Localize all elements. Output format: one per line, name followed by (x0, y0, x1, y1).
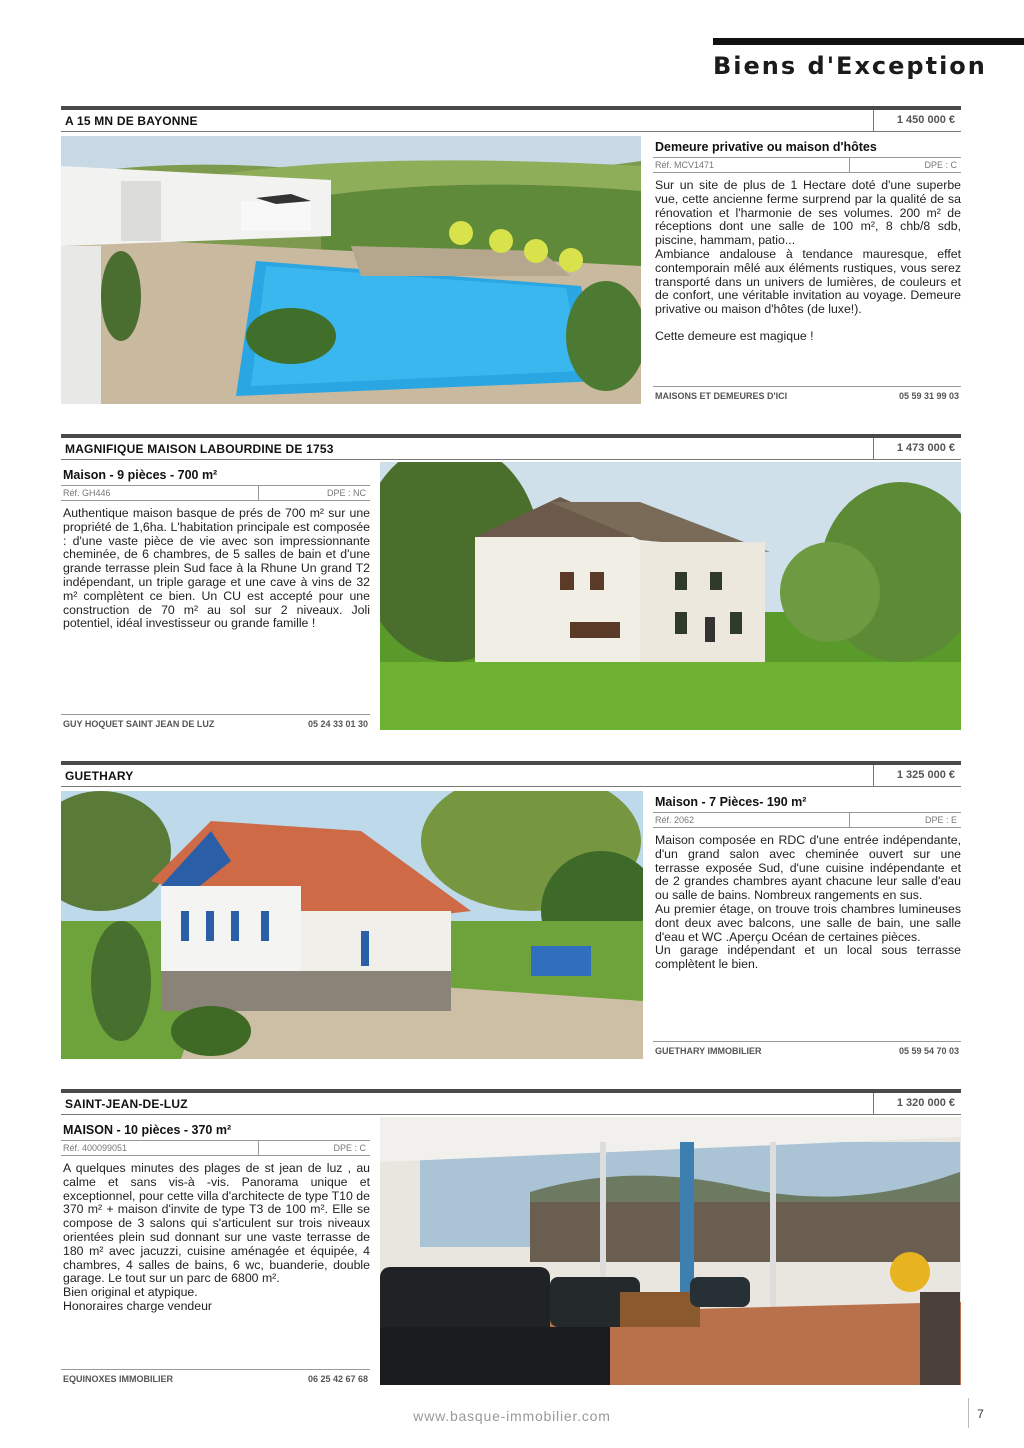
listing-dpe: DPE : NC (258, 486, 370, 501)
footer-website: www.basque-immobilier.com (413, 1408, 611, 1424)
listing-ref: Réf. 2062 (655, 815, 695, 825)
listing-header (61, 765, 961, 787)
listing-ref: Réf. GH446 (63, 488, 111, 498)
listing-price: 1 325 000 € (873, 765, 961, 786)
listing-photo-basque-house (380, 462, 961, 730)
listing-photo-living-room (380, 1117, 961, 1385)
listing-price: 1 473 000 € (873, 438, 961, 459)
listing-header (61, 110, 961, 132)
listing-location: MAGNIFIQUE MAISON LABOURDINE DE 1753 (65, 442, 334, 456)
description-paragraph: Honoraires charge vendeur (63, 1298, 213, 1313)
description-paragraph: Authentique maison basque de prés de 700 m² sur une propriété de 1,6ha. L'habitation principale est composée : d'une vaste pièce de vie avec son impressionnante cheminée, de 6 chambres, de 5 salles de bain et d'une grande terrasse plein Sud face à la Rhune Un grand T2 indépendant, un triple garage et une cave à vins de 32 m² complètent ce bien. Un CU est accepté pour une construction de 70 m² au sol sur 2 niveaux. Joli potentiel, idéal investisseur ou grande famille ! (63, 506, 370, 631)
agency-phone: 05 59 54 70 03 (898, 1046, 959, 1056)
description-paragraph: Maison composée en RDC d'une entrée indépendante, d'un grand salon avec cheminée ouvert sur une terrasse exposée Sud, d'une cuisine indépendante et de 2 grandes chambres ayant chacune leur salle d'eau ou salle de bains. Nombreux rangements en sus. (655, 833, 961, 903)
description-paragraph: Sur un site de plus de 1 Hectare doté d'une superbe vue, cette ancienne ferme surprend par la qualité de sa rénovation et l'harmonie de ses volumes. 200 m² de réceptions dont une salle de 100 m², 8 chb/8 sdb, piscine, hammam, patio... (655, 178, 961, 248)
page-title: Biens d'Exception (713, 52, 987, 80)
listing-location: GUETHARY (65, 769, 134, 783)
listing-footer (653, 1041, 961, 1059)
agency-name: GUETHARY IMMOBILIER (655, 1046, 762, 1056)
ref-row (61, 1141, 370, 1156)
listing-location: A 15 MN DE BAYONNE (65, 114, 198, 128)
description-paragraph: Ambiance andalouse à tendance mauresque, effet contemporain mêlé aux éléments rustiques, vous serez transporté dans un univers de lumières, de couleurs et de confort, une véritable invitation au voyage. Demeure privative ou maison d'hôtes (de luxe!). (655, 246, 961, 317)
listing-price: 1 320 000 € (873, 1093, 961, 1114)
listing-location: SAINT-JEAN-DE-LUZ (65, 1097, 188, 1111)
agency-phone: 05 24 33 01 30 (307, 719, 368, 729)
header-rule (713, 38, 1024, 45)
listing-footer (653, 386, 961, 404)
listing-ref: Réf. 400099051 (63, 1143, 128, 1153)
listing-text (61, 464, 370, 732)
listing-description (655, 179, 961, 344)
listing-text (61, 1119, 370, 1387)
listing-header (61, 1093, 961, 1115)
listing-description (63, 1162, 370, 1314)
agency-phone: 05 59 31 99 03 (898, 391, 959, 401)
description-paragraph: Bien original et atypique. (63, 1285, 198, 1300)
listing-dpe: DPE : C (849, 158, 961, 173)
description-paragraph: Un garage indépendant et un local sous terrasse complètent le bien. (655, 943, 961, 972)
listing-subtitle: Maison - 9 pièces - 700 m² (61, 464, 370, 486)
ref-row (653, 813, 961, 828)
listing-photo-pool (61, 136, 641, 404)
ref-row (653, 158, 961, 173)
page-number: 7 (968, 1398, 992, 1428)
listing-labourdine (61, 434, 961, 732)
listing-subtitle: Maison - 7 Pièces- 190 m² (653, 791, 961, 813)
listing-subtitle: MAISON - 10 pièces - 370 m² (61, 1119, 370, 1141)
listing-footer (61, 714, 370, 732)
listing-header (61, 438, 961, 460)
listing-text (653, 136, 961, 404)
agency-name: GUY HOQUET SAINT JEAN DE LUZ (63, 719, 215, 729)
listing-guethary (61, 761, 961, 1059)
description-paragraph: Au premier étage, on trouve trois chambres lumineuses dont deux avec balcons, une salle de bain, une salle d'eau et WC .Aperçu Océan de certaines pièces. (655, 901, 961, 944)
listing-dpe: DPE : E (849, 813, 961, 828)
listing-ref: Réf. MCV1471 (655, 160, 715, 170)
description-paragraph: Cette demeure est magique ! (655, 328, 814, 343)
description-paragraph: A quelques minutes des plages de st jean de luz , au calme et sans vis-à -vis. Panorama unique et exceptionnel, pour cette villa d'architecte de type T10 de 370 m² + maison d'invite de type T3 de 100 m². Elle se compose de 3 salons qui s'articulent sur trois niveaux orientées plein sud donnant sur une vaste terrasse de 180 m² avec jacuzzi, cuisine aménagée et équipée, 4 chambres, 4 salles de bains, 6 wc, buanderie, double garage. Le tout sur un parc de 6800 m². (63, 1161, 370, 1286)
listing-description (655, 834, 961, 972)
listing-price: 1 450 000 € (873, 110, 961, 131)
listing-dpe: DPE : C (258, 1141, 370, 1156)
listing-saint-jean-de-luz (61, 1089, 961, 1387)
listing-text (653, 791, 961, 1059)
listing-description (63, 507, 370, 631)
listing-bayonne (61, 106, 961, 404)
agency-phone: 06 25 42 67 68 (307, 1374, 368, 1384)
ref-row (61, 486, 370, 501)
listing-subtitle: Demeure privative ou maison d'hôtes (653, 136, 961, 158)
agency-name: EQUINOXES IMMOBILIER (63, 1374, 174, 1384)
agency-name: MAISONS ET DEMEURES D'ICI (655, 391, 788, 401)
listing-footer (61, 1369, 370, 1387)
listing-photo-white-villa (61, 791, 643, 1059)
